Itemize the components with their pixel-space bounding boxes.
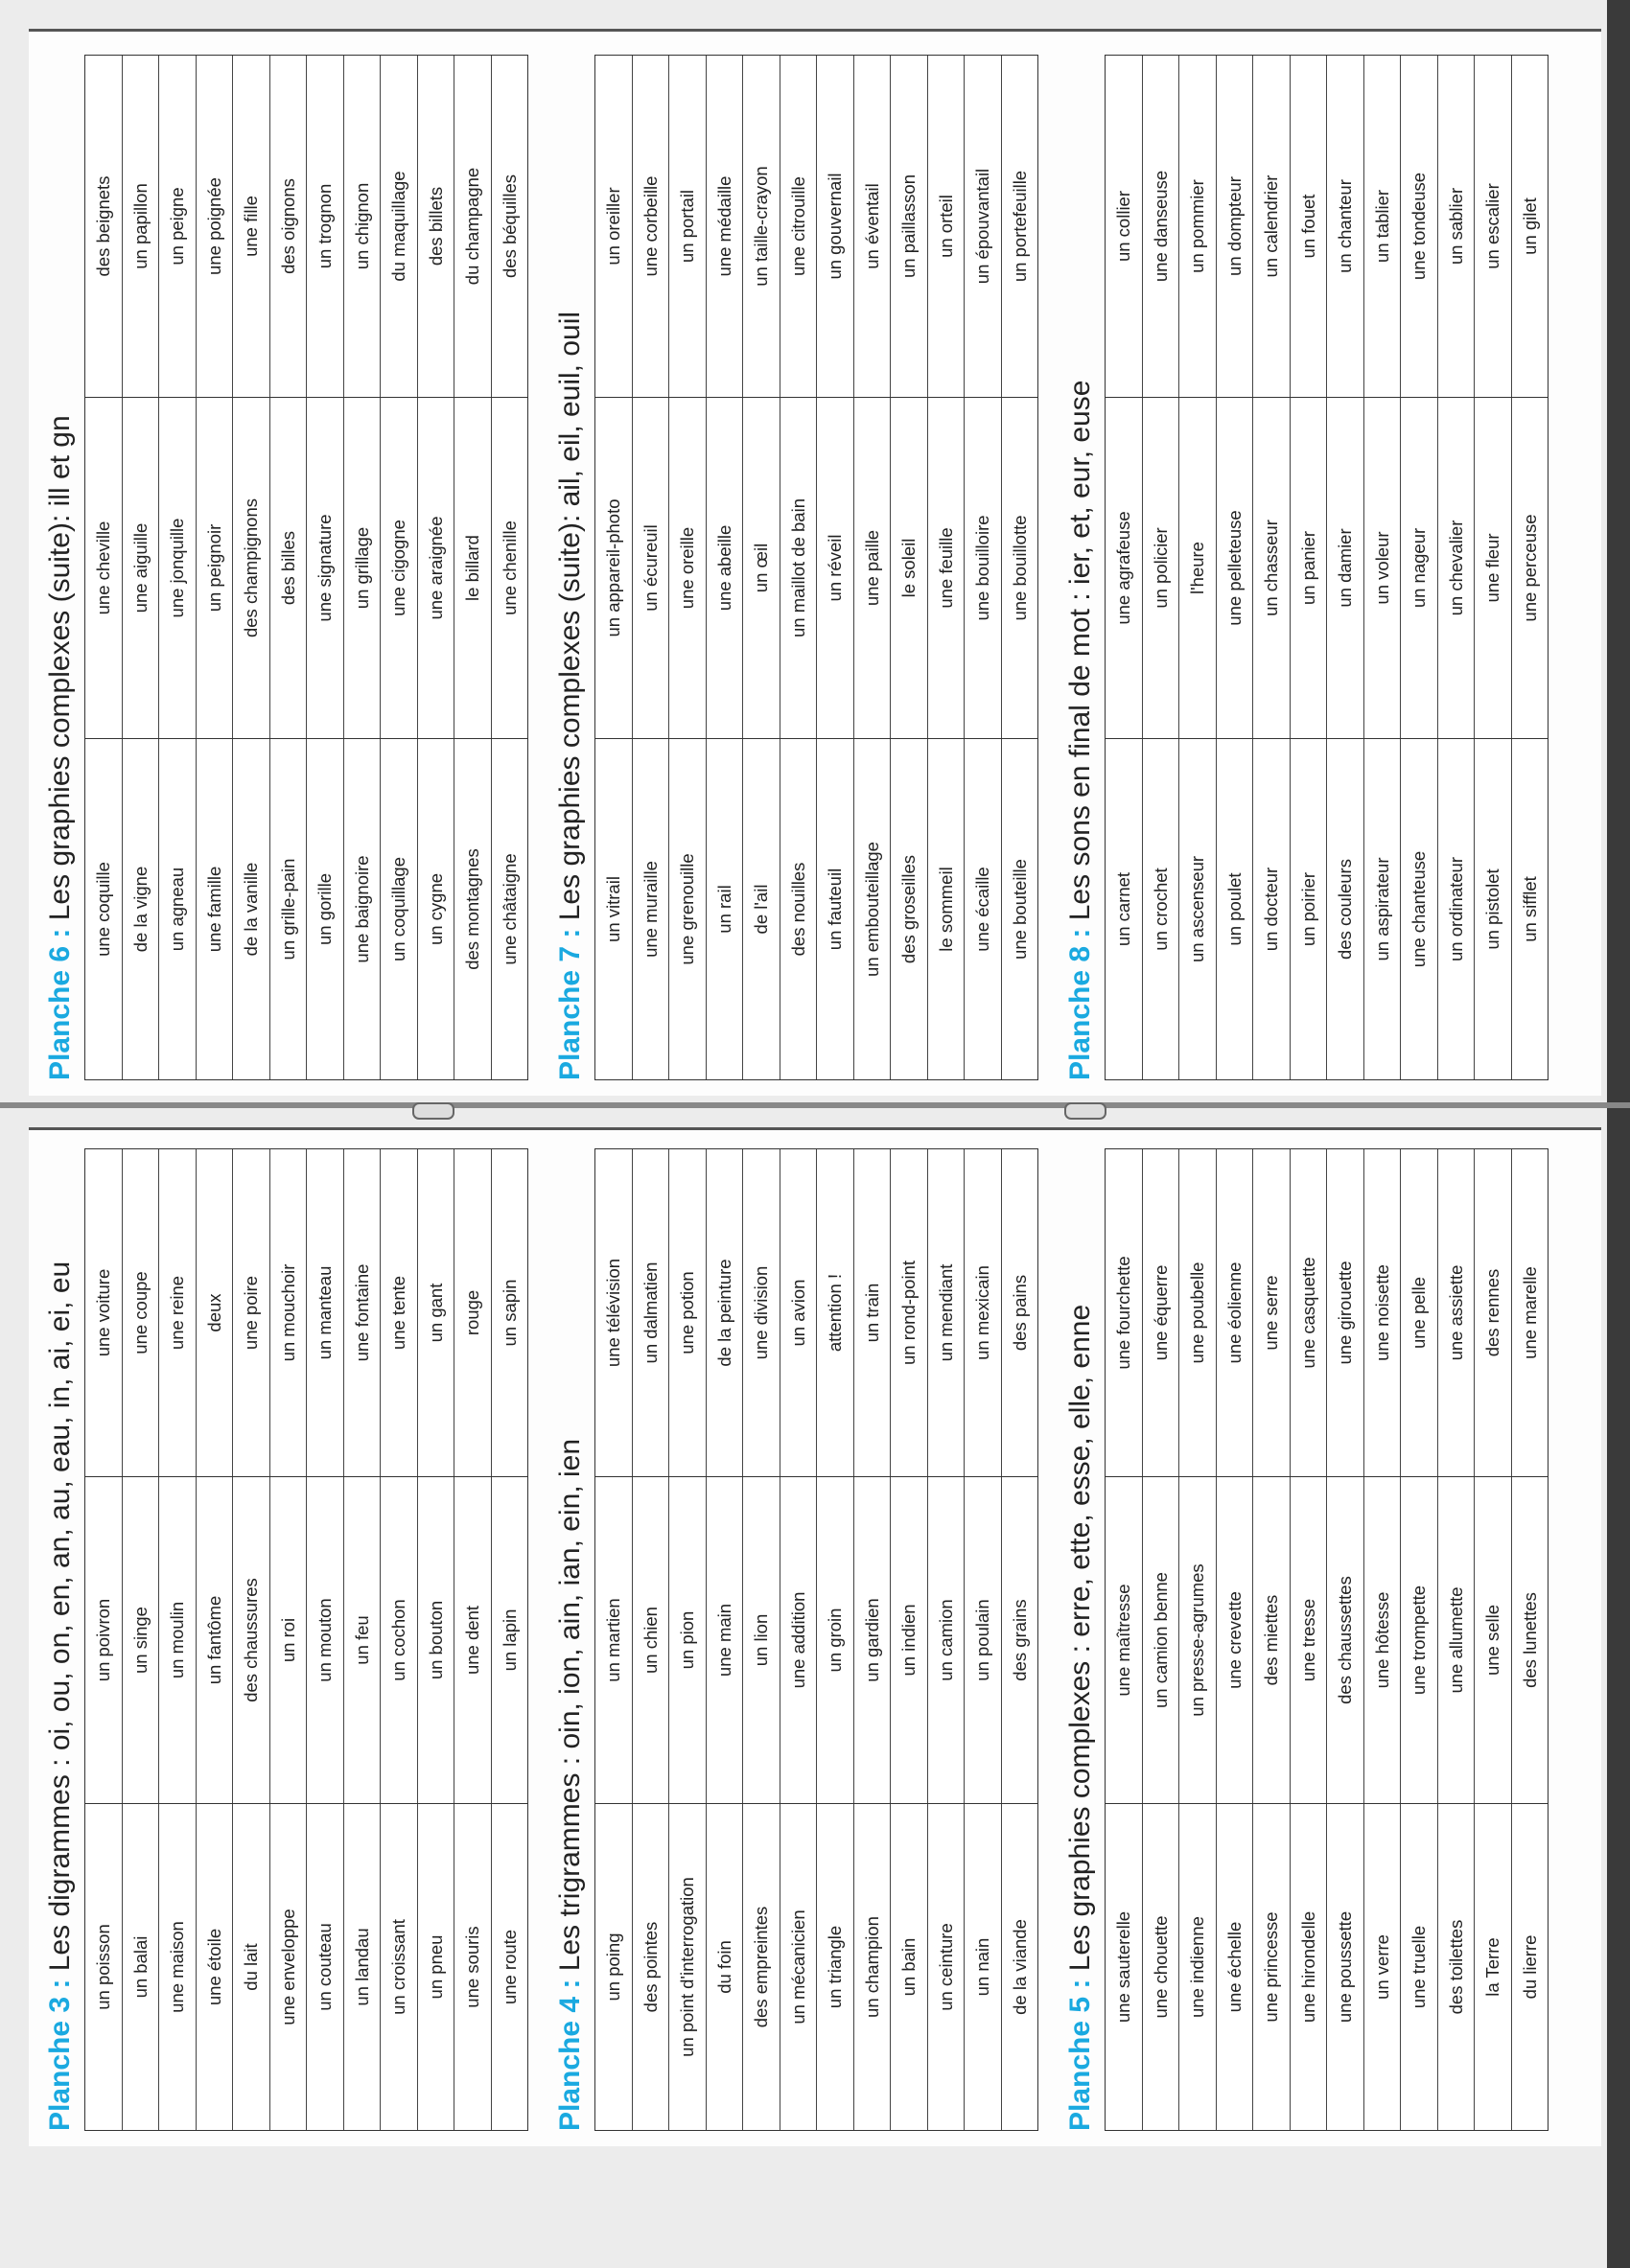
word-cell: une enveloppe [270, 1804, 308, 2130]
word-cell: une bouilloire [965, 398, 1002, 738]
table-column [595, 1476, 1037, 1803]
word-cell: un gilet [1519, 197, 1540, 255]
word-cell: un écureuil [633, 398, 670, 738]
word-cell: des montagnes [454, 739, 492, 1079]
word-cell: un ordinateur [1438, 739, 1476, 1079]
word-cell: un gant [418, 1149, 455, 1476]
word-cell: un mouton [307, 1477, 344, 1803]
word-cell: un avion [780, 1149, 818, 1476]
word-cell: une assiette [1438, 1149, 1476, 1476]
word-cell: une coquille [85, 739, 123, 1079]
word-table [1105, 55, 1548, 1080]
word-cell: un balai [123, 1804, 160, 2130]
word-cell: une médaille [707, 56, 744, 397]
word-cell: une signature [307, 398, 344, 738]
word-cell: une trompette [1401, 1477, 1438, 1803]
word-cell: un bain [891, 1804, 928, 2130]
word-cell: un maillot de bain [780, 398, 818, 738]
booklet-page-top [29, 29, 1601, 1096]
word-cell: une allumette [1438, 1477, 1476, 1803]
word-cell: un sablier [1438, 56, 1476, 397]
word-cell: un carnet [1106, 739, 1143, 1079]
table-column [1106, 738, 1548, 1079]
table-column [1106, 1149, 1548, 1476]
section-title: Planche 3 : Les digrammes : oi, ou, on, en, an, au, eau, in, ai, ei, eu [44, 1261, 76, 2131]
word-cell: une poire [233, 1149, 270, 1476]
word-cell: un voleur [1364, 398, 1402, 738]
word-cell: une cheville [85, 398, 123, 738]
word-cell: un martien [595, 1477, 633, 1803]
word-cell: une équerre [1143, 1149, 1180, 1476]
word-cell: un embouteillage [854, 739, 892, 1079]
word-cell: une indienne [1179, 1804, 1217, 2130]
word-cell: une division [743, 1149, 780, 1476]
word-cell: le soleil [891, 398, 928, 738]
word-cell: un mécanicien [780, 1804, 818, 2130]
rotated-content-bottom [29, 1130, 1601, 2146]
table-column [85, 56, 527, 397]
word-cell: une coupe [123, 1149, 160, 1476]
word-cell: un poing [595, 1804, 633, 2130]
word-cell: de la peinture [707, 1149, 744, 1476]
word-cell: une éolienne [1217, 1149, 1254, 1476]
word-cell: un escalier [1475, 56, 1512, 397]
word-cell: un moulin [159, 1477, 197, 1803]
word-cell: une poubelle [1179, 1149, 1217, 1476]
word-cell: un lapin [499, 1608, 520, 1672]
word-cell: un poisson [85, 1804, 123, 2130]
word-cell: une noisette [1364, 1149, 1402, 1476]
word-cell: un couteau [307, 1804, 344, 2130]
word-cell: une maîtresse [1106, 1477, 1143, 1803]
word-cell: le sommeil [928, 739, 966, 1079]
rotated-content-top [29, 32, 1601, 1096]
word-table [1105, 1148, 1548, 2131]
word-cell: des beignets [85, 56, 123, 397]
planche-3 [42, 1148, 528, 2131]
word-cell: une maison [159, 1804, 197, 2130]
planche-6 [42, 55, 528, 1080]
word-cell: un orteil [928, 56, 966, 397]
word-cell: une chanteuse [1401, 739, 1438, 1079]
word-cell: un chignon [344, 56, 382, 397]
word-cell: une route [499, 1929, 520, 2005]
word-cell: un nageur [1401, 398, 1438, 738]
word-cell: une poussette [1327, 1804, 1364, 2130]
word-cell: de la vigne [123, 739, 160, 1079]
table-column [595, 738, 1037, 1079]
word-cell: un presse-agrumes [1179, 1477, 1217, 1803]
word-cell: le billard [454, 398, 492, 738]
word-cell: des lunettes [1519, 1592, 1540, 1688]
word-cell: une fontaine [344, 1149, 382, 1476]
word-table [594, 55, 1038, 1080]
table-column [85, 1476, 527, 1803]
word-cell: une cigogne [381, 398, 418, 738]
word-cell: une danseuse [1143, 56, 1180, 397]
word-cell: des empreintes [743, 1804, 780, 2130]
planche-4 [552, 1148, 1038, 2131]
word-cell: des pains [1009, 1274, 1030, 1352]
word-cell: du lierre [1519, 1934, 1540, 2000]
word-cell: un groin [817, 1477, 854, 1803]
word-cell: un camion [928, 1477, 966, 1803]
word-cell: une dent [454, 1477, 492, 1803]
word-cell: un pommier [1179, 56, 1217, 397]
word-cell: une serre [1253, 1149, 1291, 1476]
word-cell: un poulet [1217, 739, 1254, 1079]
word-cell: un papillon [123, 56, 160, 397]
word-cell: un manteau [307, 1149, 344, 1476]
word-cell: une paille [854, 398, 892, 738]
word-cell: un dalmatien [633, 1149, 670, 1476]
word-cell: une citrouille [780, 56, 818, 397]
word-cell: un ceinture [928, 1804, 966, 2130]
word-cell: un éventail [854, 56, 892, 397]
word-cell: un ascenseur [1179, 739, 1217, 1079]
word-cell: une sauterelle [1106, 1804, 1143, 2130]
word-cell: un épouvantail [965, 56, 1002, 397]
word-cell: un vitrail [595, 739, 633, 1079]
word-cell: un chien [633, 1477, 670, 1803]
table-column [85, 397, 527, 738]
word-cell: un portail [669, 56, 707, 397]
word-cell: un poulain [965, 1477, 1002, 1803]
word-cell: une corbeille [633, 56, 670, 397]
word-cell: un chasseur [1253, 398, 1291, 738]
table-column [85, 738, 527, 1079]
word-cell: un chanteur [1327, 56, 1364, 397]
word-cell: un dompteur [1217, 56, 1254, 397]
word-cell: de l'ail [743, 739, 780, 1079]
word-cell: un appareil-photo [595, 398, 633, 738]
word-cell: un crochet [1143, 739, 1180, 1079]
word-cell: une marelle [1519, 1266, 1540, 1359]
word-cell: un feu [344, 1477, 382, 1803]
word-cell: une châtaigne [499, 853, 520, 965]
planche-5 [1062, 1148, 1548, 2131]
word-cell: un damier [1327, 398, 1364, 738]
word-cell: un tablier [1364, 56, 1402, 397]
word-cell: un sifflet [1519, 876, 1540, 942]
section-title: Planche 8 : Les sons en final de mot : ier, et, eur, euse [1064, 380, 1096, 1080]
word-cell: une girouette [1327, 1149, 1364, 1476]
word-cell: un pion [669, 1477, 707, 1803]
word-cell: une bouteille [1009, 859, 1030, 960]
word-cell: des grains [1009, 1599, 1030, 1681]
word-cell: un gorille [307, 739, 344, 1079]
section-title: Planche 5 : Les graphies complexes : erre, ette, esse, elle, enne [1064, 1304, 1096, 2131]
table-column [1106, 1803, 1548, 2130]
word-cell: une jonquille [159, 398, 197, 738]
word-cell: un oreiller [595, 56, 633, 397]
table-column [595, 1149, 1037, 1476]
table-column [1106, 56, 1548, 397]
word-cell: une pelleteuse [1217, 398, 1254, 738]
word-cell: des béquilles [499, 174, 520, 278]
word-cell: un champion [854, 1804, 892, 2130]
word-cell: un landau [344, 1804, 382, 2130]
word-cell: une chenille [499, 521, 520, 615]
word-cell: un taille-crayon [743, 56, 780, 397]
word-cell: une oreille [669, 398, 707, 738]
word-cell: un rond-point [891, 1149, 928, 1476]
scanner-edge [1607, 0, 1630, 2268]
word-cell: un gouvernail [817, 56, 854, 397]
word-cell: une araignée [418, 398, 455, 738]
word-cell: des nouilles [780, 739, 818, 1079]
word-cell: une fleur [1475, 398, 1512, 738]
word-cell: une princesse [1253, 1804, 1291, 2130]
word-cell: un singe [123, 1477, 160, 1803]
word-cell: de la viande [1009, 1919, 1030, 2015]
word-cell: un cygne [418, 739, 455, 1079]
word-cell: des miettes [1253, 1477, 1291, 1803]
word-cell: un camion benne [1143, 1477, 1180, 1803]
planche-8 [1062, 55, 1548, 1080]
word-cell: une tondeuse [1401, 56, 1438, 397]
table-column [85, 1803, 527, 2130]
word-cell: un grille-pain [270, 739, 308, 1079]
word-cell: une écaille [965, 739, 1002, 1079]
word-cell: une chouette [1143, 1804, 1180, 2130]
page-binding [0, 1102, 1630, 1108]
section-title: Planche 7 : Les graphies complexes (suite): ail, eil, euil, ouil [554, 311, 586, 1080]
word-cell: un train [854, 1149, 892, 1476]
table-column [595, 56, 1037, 397]
word-cell: rouge [454, 1149, 492, 1476]
word-cell: attention ! [817, 1149, 854, 1476]
word-cell: un cochon [381, 1477, 418, 1803]
word-cell: un collier [1106, 56, 1143, 397]
word-cell: du maquillage [381, 56, 418, 397]
word-cell: une pelle [1401, 1149, 1438, 1476]
word-cell: une échelle [1217, 1804, 1254, 2130]
word-cell: un gardien [854, 1477, 892, 1803]
word-cell: des rennes [1475, 1149, 1512, 1476]
word-cell: un pneu [418, 1804, 455, 2130]
word-cell: une télévision [595, 1149, 633, 1476]
word-cell: un calendrier [1253, 56, 1291, 397]
word-cell: une main [707, 1477, 744, 1803]
word-cell: un rail [707, 739, 744, 1079]
word-cell: un pistolet [1475, 739, 1512, 1079]
word-cell: des couleurs [1327, 739, 1364, 1079]
section-title: Planche 6 : Les graphies complexes (suite): ill et gn [44, 415, 76, 1080]
word-cell: une bouillotte [1009, 515, 1030, 621]
word-cell: une hirondelle [1291, 1804, 1328, 2130]
word-table [594, 1148, 1038, 2131]
word-cell: du foin [707, 1804, 744, 2130]
word-cell: un fantôme [197, 1477, 234, 1803]
word-cell: un trognon [307, 56, 344, 397]
word-cell: un mendiant [928, 1149, 966, 1476]
word-cell: une voiture [85, 1149, 123, 1476]
planche-7 [552, 55, 1038, 1080]
word-cell: un coquillage [381, 739, 418, 1079]
section-title: Planche 4 : Les trigrammes : oin, ion, ain, ian, ein, ien [554, 1438, 586, 2131]
word-cell: un bouton [418, 1477, 455, 1803]
word-cell: une baignoire [344, 739, 382, 1079]
booklet-page-bottom [29, 1127, 1601, 2146]
word-cell: une agrafeuse [1106, 398, 1143, 738]
word-cell: un portefeuille [1009, 170, 1030, 283]
word-cell: une tente [381, 1149, 418, 1476]
word-cell: une truelle [1401, 1804, 1438, 2130]
table-column [85, 1149, 527, 1476]
word-cell: une perceuse [1519, 514, 1540, 622]
word-cell: un fauteuil [817, 739, 854, 1079]
word-cell: une selle [1475, 1477, 1512, 1803]
word-cell: un nain [965, 1804, 1002, 2130]
word-cell: un sapin [499, 1279, 520, 1347]
word-cell: des chaussures [233, 1477, 270, 1803]
word-cell: de la vanille [233, 739, 270, 1079]
word-cell: un panier [1291, 398, 1328, 738]
word-cell: des pointes [633, 1804, 670, 2130]
word-table [84, 1148, 528, 2131]
word-cell: une tresse [1291, 1477, 1328, 1803]
word-cell: une famille [197, 739, 234, 1079]
word-cell: deux [197, 1149, 234, 1476]
word-cell: du lait [233, 1804, 270, 2130]
word-cell: une crevette [1217, 1477, 1254, 1803]
word-cell: des chaussettes [1327, 1477, 1364, 1803]
staple [412, 1102, 454, 1120]
word-cell: une fille [233, 56, 270, 397]
word-cell: un mexicain [965, 1149, 1002, 1476]
word-cell: une reine [159, 1149, 197, 1476]
word-cell: un grillage [344, 398, 382, 738]
word-cell: une abeille [707, 398, 744, 738]
word-cell: une étoile [197, 1804, 234, 2130]
word-cell: un réveil [817, 398, 854, 738]
word-cell: des toilettes [1438, 1804, 1476, 2130]
word-cell: une grenouille [669, 739, 707, 1079]
word-cell: une aiguille [123, 398, 160, 738]
table-column [595, 397, 1037, 738]
word-cell: la Terre [1475, 1804, 1512, 2130]
word-cell: un peigne [159, 56, 197, 397]
table-column [1106, 397, 1548, 738]
word-cell: un poivron [85, 1477, 123, 1803]
word-cell: un agneau [159, 739, 197, 1079]
word-cell: des billets [418, 56, 455, 397]
word-cell: une hôtesse [1364, 1477, 1402, 1803]
word-cell: un aspirateur [1364, 739, 1402, 1079]
word-cell: un mouchoir [270, 1149, 308, 1476]
word-cell: un lion [743, 1477, 780, 1803]
staple [1064, 1102, 1106, 1120]
word-cell: du champagne [454, 56, 492, 397]
word-cell: une muraille [633, 739, 670, 1079]
word-cell: des groseilles [891, 739, 928, 1079]
word-cell: un œil [743, 398, 780, 738]
word-cell: un verre [1364, 1804, 1402, 2130]
table-column [595, 1803, 1037, 2130]
word-cell: des billes [270, 398, 308, 738]
word-cell: un chevalier [1438, 398, 1476, 738]
word-cell: l'heure [1179, 398, 1217, 738]
word-cell: une potion [669, 1149, 707, 1476]
word-cell: un indien [891, 1477, 928, 1803]
word-cell: une feuille [928, 398, 966, 738]
table-column [1106, 1476, 1548, 1803]
word-cell: une souris [454, 1804, 492, 2130]
word-cell: une casquette [1291, 1149, 1328, 1476]
word-cell: un policier [1143, 398, 1180, 738]
word-cell: un croissant [381, 1804, 418, 2130]
word-cell: un fouet [1291, 56, 1328, 397]
word-cell: un roi [270, 1477, 308, 1803]
word-cell: un paillasson [891, 56, 928, 397]
word-cell: un triangle [817, 1804, 854, 2130]
word-cell: des oignons [270, 56, 308, 397]
word-cell: une fourchette [1106, 1149, 1143, 1476]
word-cell: une poignée [197, 56, 234, 397]
word-cell: des champignons [233, 398, 270, 738]
word-table [84, 55, 528, 1080]
word-cell: un docteur [1253, 739, 1291, 1079]
word-cell: un poirier [1291, 739, 1328, 1079]
word-cell: un point d'interrogation [669, 1804, 707, 2130]
word-cell: un peignoir [197, 398, 234, 738]
word-cell: une addition [780, 1477, 818, 1803]
